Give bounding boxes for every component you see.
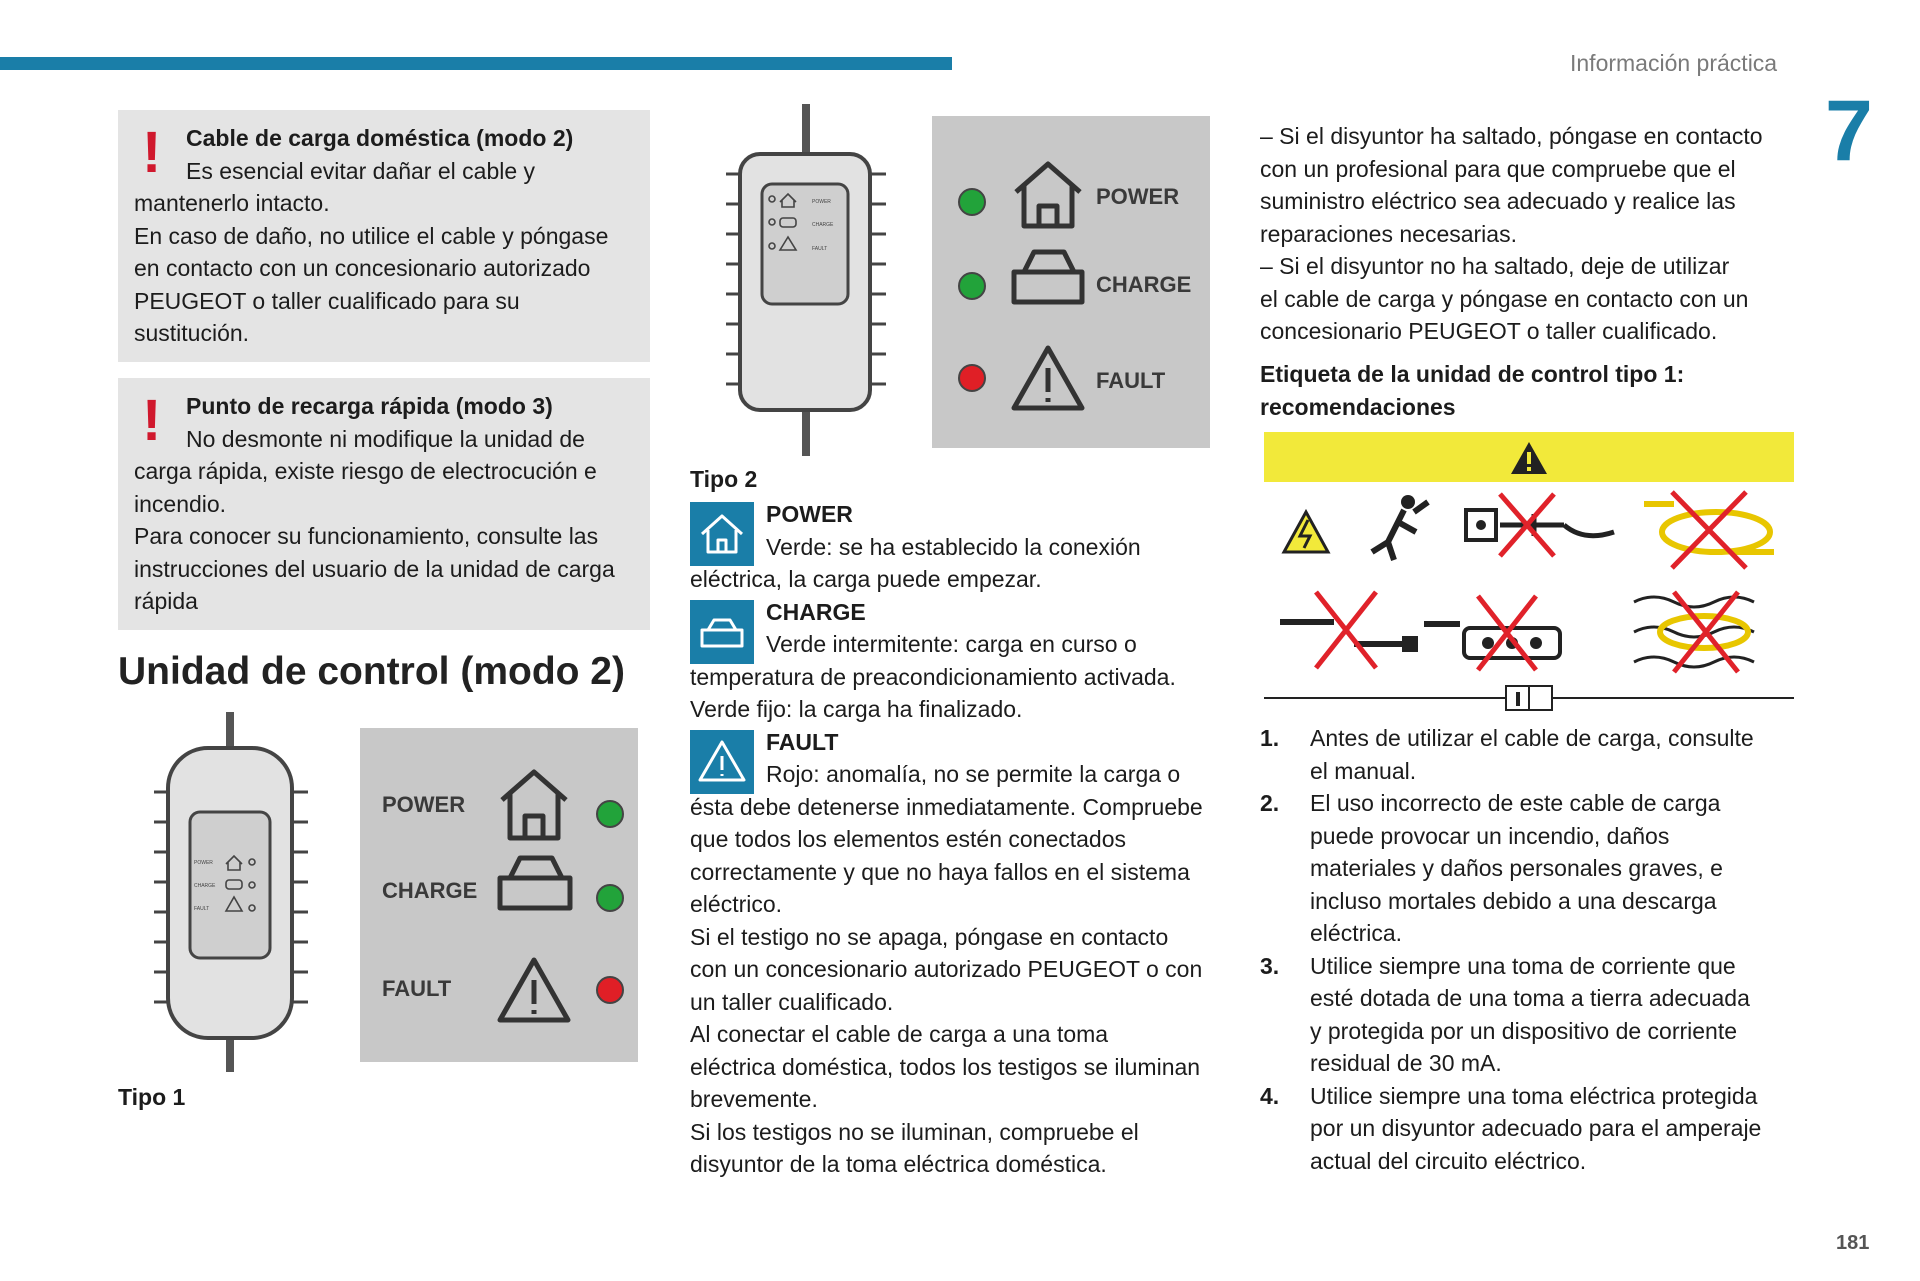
warning-icon [1014,348,1082,408]
warning-text: No desmonte ni modifique la unidad de [186,425,585,452]
warning-text: instrucciones del usuario de la unidad de carga [134,555,615,582]
warning-text: mantenerlo intacto. [134,190,330,216]
panel-label-fault: FAULT [382,976,452,1001]
list-number: 3. [1260,952,1280,979]
unit-label-charge: CHARGE [812,222,834,228]
list-line: por un disyuntor adecuado para el amperaje [1310,1115,1762,1141]
panel-label-charge: CHARGE [1096,272,1192,297]
indicator-text: Al conectar el cable de carga a una toma [690,1021,1109,1047]
list-line: El uso incorrecto de este cable de carga [1310,790,1721,816]
warning-box-cable [118,110,650,362]
exclamation-icon: ! [142,120,162,185]
breaker-instructions [1260,120,1820,348]
panel-label-fault: FAULT [1096,368,1166,393]
warning-text: Para conocer su funcionamiento, consulte las [134,523,599,549]
section-heading: Unidad de control (modo 2) [118,650,625,693]
power-led [597,801,623,827]
indicator-fault [690,726,1230,1181]
warning-text: En caso de daño, no utilice el cable y póngase [134,222,609,249]
charge-led [597,885,623,911]
body-line: – Si el disyuntor ha saltado, póngase en contacto [1260,123,1763,149]
unit-label-fault: FAULT [812,246,828,252]
body-line: el cable de carga y póngase en contacto con un [1260,285,1749,312]
page-number: 181 [1836,1232,1870,1254]
indicator-text: temperatura de preacondicionamiento activada. [690,663,1176,690]
car-icon [500,858,570,908]
control-unit-tipo2-illustration [722,104,892,456]
warning-title: Cable de carga doméstica (modo 2) [186,125,574,151]
indicator-text: ésta debe detenerse inmediatamente. Compruebe [690,793,1203,820]
list-line: materiales y daños personales graves, e [1310,855,1723,881]
warning-text: rápida [134,588,198,614]
warning-icon [500,960,568,1020]
panel-label-power: POWER [382,792,466,817]
body-line: con un profesional para que compruebe que el [1260,155,1736,182]
indicator-text: Si los testigos no se iluminan, compruebe el [690,1118,1139,1145]
indicator-charge [690,596,1230,726]
indicator-text: que todos los elementos estén conectados [690,826,1127,852]
house-icon [1016,164,1080,226]
warning-icon [690,730,754,794]
list-item [1260,722,1820,787]
warning-text: sustitución. [134,320,250,346]
body-line: – Si el disyuntor no ha saltado, deje de utilizar [1260,253,1730,279]
recommendations-list [1260,722,1820,1177]
charge-led [959,273,985,299]
indicator-text: Si el testigo no se apaga, póngase en contacto [690,923,1169,950]
indicator-text: con un concesionario autorizado PEUGEOT o con [690,956,1203,982]
warning-title: Punto de recarga rápida (modo 3) [186,393,553,419]
indicator-power [690,498,1230,596]
indicator-name: POWER [766,501,853,527]
header-bar [0,57,952,70]
indicator-descriptions [690,498,1230,1181]
warning-text: PEUGEOT o taller cualificado para su [134,287,520,314]
list-item [1260,787,1820,950]
indicator-panel-tipo1 [360,728,638,1062]
indicator-text: disyuntor de la toma eléctrica doméstica. [690,1151,1107,1177]
list-number: 2. [1260,790,1280,816]
list-line: el manual. [1310,757,1417,784]
list-line: eléctrica. [1310,920,1403,946]
car-icon [1014,252,1082,302]
fault-led [959,365,985,391]
label-heading [1260,358,1820,423]
unit-label-charge: CHARGE [194,883,216,889]
manual-icon [1506,686,1552,710]
list-number: 4. [1260,1082,1280,1109]
indicator-text: eléctrica doméstica, todos los testigos se iluminan [690,1053,1201,1080]
list-line: puede provocar un incendio, daños [1310,822,1670,849]
list-line: Antes de utilizar el cable de carga, consulte [1310,725,1754,751]
list-line: Utilice siempre una toma eléctrica protegida [1310,1082,1758,1109]
house-icon [690,502,754,566]
list-line: Utilice siempre una toma de corriente que [1310,952,1736,979]
warning-text: en contacto con un concesionario autorizado [134,255,591,281]
label-heading-line: Etiqueta de la unidad de control tipo 1: [1260,361,1685,387]
warning-text: carga rápida, existe riesgo de electrocución e [134,458,597,484]
caption-tipo1: Tipo 1 [118,1084,186,1110]
house-icon [502,772,566,838]
warning-text: Es esencial evitar dañar el cable y [186,157,536,184]
list-line: esté dotada de una toma a tierra adecuada [1310,985,1750,1011]
list-item [1260,950,1820,1080]
list-line: y protegida por un dispositivo de corriente [1310,1017,1738,1044]
indicator-text: Verde intermitente: carga en curso o [766,631,1137,657]
indicator-text: un taller cualificado. [690,988,894,1015]
no-adapter-icon [1466,494,1614,556]
unit-label-fault: FAULT [194,906,210,912]
indicator-text: eléctrico. [690,891,783,917]
fault-led [597,977,623,1003]
panel-label-charge: CHARGE [382,878,478,903]
unit-label-power: POWER [194,860,213,866]
label-heading-line: recomendaciones [1260,393,1456,420]
electric-shock-icon [1284,495,1428,560]
indicator-text: Verde fijo: la carga ha finalizado. [690,696,1023,722]
warning-box-fast-charge [118,378,650,630]
indicator-text: Verde: se ha establecido la conexión [766,533,1141,560]
body-line: concesionario PEUGEOT o taller cualificado. [1260,318,1718,344]
list-item [1260,1080,1820,1178]
power-led [959,189,985,215]
control-unit-tipo1-illustration [148,712,318,1072]
indicator-name: FAULT [766,728,839,755]
warning-text: incendio. [134,490,227,517]
no-power-strip-icon [1424,596,1560,670]
indicator-text: eléctrica, la carga puede empezar. [690,566,1042,592]
indicator-text: brevemente. [690,1086,818,1112]
list-number: 1. [1260,725,1280,751]
indicator-text: Rojo: anomalía, no se permite la carga o [766,761,1181,787]
indicator-name: CHARGE [766,598,866,625]
chapter-number: 7 [1825,83,1873,179]
indicator-text: correctamente y que no haya fallos en el sistema [690,858,1190,885]
unit-label-power: POWER [812,199,831,205]
safety-label-pictograms [1264,432,1794,712]
no-water-icon [1634,592,1754,672]
indicator-panel-tipo2 [932,116,1210,448]
panel-label-power: POWER [1096,184,1180,209]
no-extension-icon [1280,592,1418,668]
body-line: suministro eléctrico sea adecuado y realice las [1260,188,1736,214]
exclamation-icon: ! [142,388,162,453]
caption-tipo2: Tipo 2 [690,466,758,492]
section-title: Información práctica [1570,50,1778,76]
list-line: residual de 30 mA. [1310,1050,1502,1076]
list-line: incluso mortales debido a una descarga [1310,887,1717,914]
car-icon [690,600,754,664]
list-line: actual del circuito eléctrico. [1310,1147,1587,1174]
no-coiled-cable-icon [1644,492,1774,568]
body-line: reparaciones necesarias. [1260,220,1517,247]
